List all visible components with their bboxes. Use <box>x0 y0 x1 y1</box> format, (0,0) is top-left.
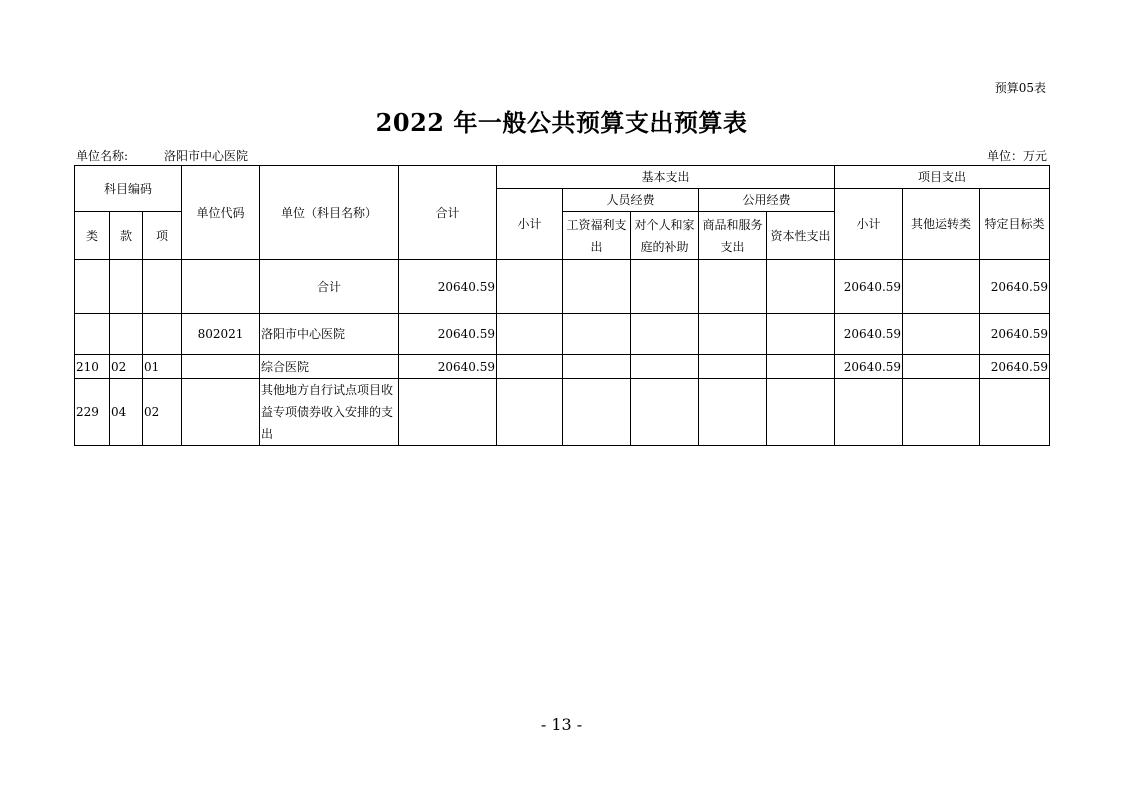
page-title: 2022 年一般公共预算支出预算表 <box>375 108 748 137</box>
class-cell <box>75 260 110 314</box>
basic-subtotal-header: 小计 <box>497 189 563 260</box>
capital-cell <box>767 314 835 355</box>
other-transfer-cell <box>903 260 980 314</box>
page-number: - 13 - <box>540 715 583 734</box>
wages-cell <box>563 355 631 379</box>
project-subtotal-cell: 20640.59 <box>835 314 903 355</box>
table-row <box>75 260 1050 314</box>
unit-name: 洛阳市中心医院 <box>164 149 249 163</box>
item-cell: 02 <box>143 379 182 446</box>
project-subtotal-cell: 20640.59 <box>835 260 903 314</box>
basic-expense-header: 基本支出 <box>497 166 835 189</box>
wages-welfare-header: 工资福利支出 <box>563 212 631 260</box>
project-expense-header: 项目支出 <box>835 166 1050 189</box>
personnel-expense-header: 人员经费 <box>563 189 699 212</box>
item-cell <box>143 314 182 355</box>
section-cell <box>110 260 143 314</box>
basic-subtotal-cell <box>497 260 563 314</box>
project-subtotal-cell <box>835 379 903 446</box>
item-header: 项 <box>143 212 182 260</box>
specific-target-header: 特定目标类 <box>980 189 1050 260</box>
subsidy-cell <box>631 314 699 355</box>
public-expense-header: 公用经费 <box>699 189 835 212</box>
section-header: 款 <box>110 212 143 260</box>
total-cell: 20640.59 <box>399 260 497 314</box>
other-transfer-cell <box>903 314 980 355</box>
table-row <box>75 355 1050 379</box>
unit-code-header: 单位代码 <box>182 166 260 260</box>
subsidy-cell <box>631 260 699 314</box>
class-cell: 229 <box>75 379 110 446</box>
table-row <box>75 314 1050 355</box>
form-number: 预算05表 <box>994 81 1046 95</box>
unit-code-cell <box>182 379 260 446</box>
other-transfer-header: 其他运转类 <box>903 189 980 260</box>
unit-code-cell <box>182 355 260 379</box>
table-row <box>75 379 1050 446</box>
basic-subtotal-cell <box>497 355 563 379</box>
capital-cell <box>767 260 835 314</box>
unit-subject-name-header: 单位（科目名称） <box>260 166 399 260</box>
name-cell: 其他地方自行试点项目收益专项债券收入安排的支出 <box>260 379 399 446</box>
unit-label: 单位名称: <box>76 149 129 163</box>
other-transfer-cell <box>903 379 980 446</box>
goods-cell <box>699 314 767 355</box>
other-transfer-cell <box>903 355 980 379</box>
goods-cell <box>699 379 767 446</box>
name-cell: 综合医院 <box>260 355 399 379</box>
class-cell <box>75 314 110 355</box>
basic-subtotal-cell <box>497 379 563 446</box>
goods-cell <box>699 355 767 379</box>
class-header: 类 <box>75 212 110 260</box>
item-cell: 01 <box>143 355 182 379</box>
capital-cell <box>767 379 835 446</box>
section-cell <box>110 314 143 355</box>
section-cell: 02 <box>110 355 143 379</box>
goods-services-header: 商品和服务支出 <box>699 212 767 260</box>
total-header: 合计 <box>399 166 497 260</box>
project-subtotal-header: 小计 <box>835 189 903 260</box>
total-cell: 20640.59 <box>399 355 497 379</box>
project-subtotal-cell: 20640.59 <box>835 355 903 379</box>
currency-unit: 单位：万元 <box>986 149 1047 163</box>
capital-cell <box>767 355 835 379</box>
wages-cell <box>563 314 631 355</box>
unit-code-cell <box>182 260 260 314</box>
personal-family-subsidy-header: 对个人和家庭的补助 <box>631 212 699 260</box>
total-cell: 20640.59 <box>399 314 497 355</box>
capital-expense-header: 资本性支出 <box>767 212 835 260</box>
specific-target-cell: 20640.59 <box>980 260 1050 314</box>
subsidy-cell <box>631 355 699 379</box>
class-cell: 210 <box>75 355 110 379</box>
total-cell <box>399 379 497 446</box>
name-cell: 合计 <box>260 260 399 314</box>
unit-info <box>76 147 248 164</box>
budget-table <box>74 165 1050 446</box>
header-row-1 <box>75 166 1050 189</box>
subsidy-cell <box>631 379 699 446</box>
specific-target-cell <box>980 379 1050 446</box>
goods-cell <box>699 260 767 314</box>
name-cell: 洛阳市中心医院 <box>260 314 399 355</box>
item-cell <box>143 260 182 314</box>
specific-target-cell: 20640.59 <box>980 314 1050 355</box>
wages-cell <box>563 260 631 314</box>
specific-target-cell: 20640.59 <box>980 355 1050 379</box>
subject-code-header: 科目编码 <box>75 166 182 212</box>
unit-code-cell: 802021 <box>182 314 260 355</box>
wages-cell <box>563 379 631 446</box>
section-cell: 04 <box>110 379 143 446</box>
basic-subtotal-cell <box>497 314 563 355</box>
